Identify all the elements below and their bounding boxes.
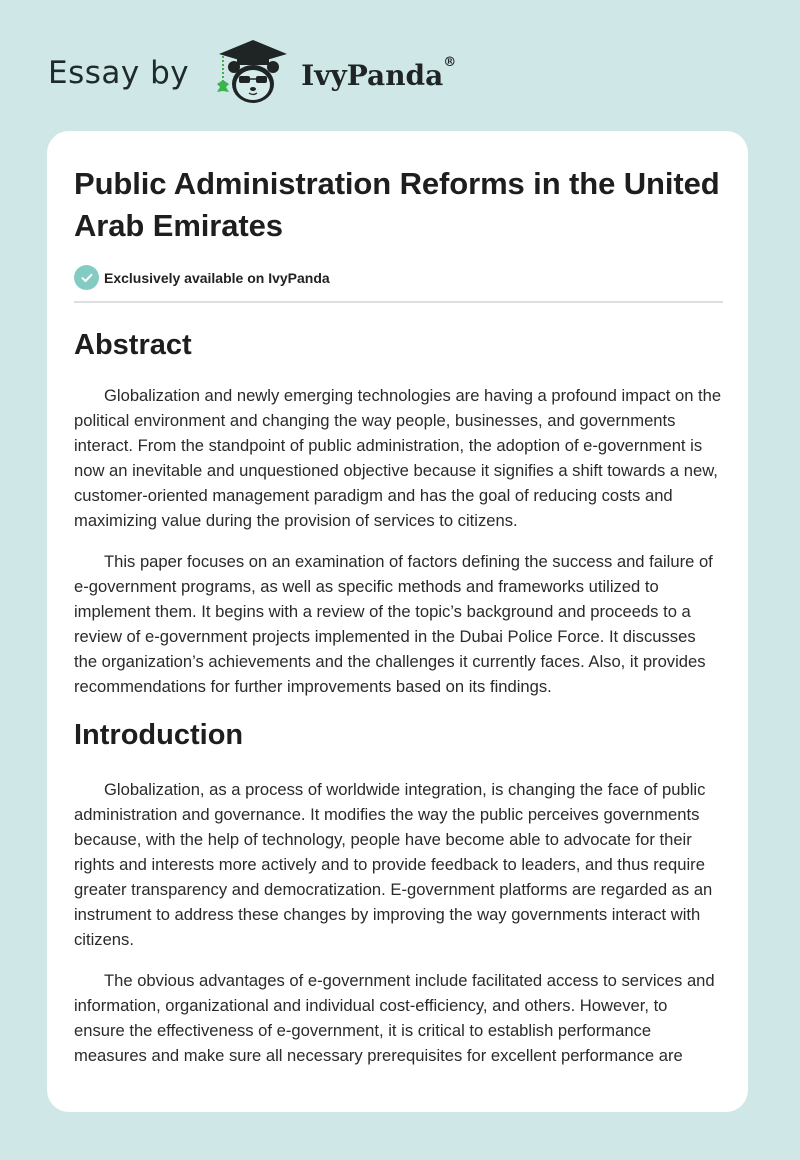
panda-graduate-logo-icon xyxy=(207,34,297,110)
exclusive-badge xyxy=(74,265,722,290)
brand-header[interactable] xyxy=(48,34,456,110)
paragraph: Globalization, as a process of worldwide integration, is changing the face of public administration and governance. It modifies the way the public perceives governments because, with the help of technology, people have become able to advocate for their rights and interests more actively and to provide feedback to leaders, and thus require greater transparency and democratization. E-government platforms are regarded as an instrument to address these changes by improving the way governments interact with citizens. xyxy=(74,780,713,949)
divider xyxy=(74,301,723,303)
essay-card xyxy=(47,131,748,1112)
section-heading: Introduction xyxy=(74,719,244,751)
section-introduction xyxy=(74,715,722,1068)
page-title: Public Administration Reforms in the United Arab Emirates xyxy=(74,166,720,243)
check-circle-icon xyxy=(74,265,99,290)
section-abstract xyxy=(74,325,722,699)
paragraph: This paper focuses on an examination of factors defining the success and failure of e-government programs, as well as specific methods and frameworks utilized to implement them. It begins with a review of the topic’s background and proceeds to a review of e-government projects implemented in the Dubai Police Force. It discusses the organization’s achievements and the challenges it currently faces. Also, it provides recommendations for further improvements based on its findings. xyxy=(74,552,713,696)
brand-name-text: IvyPanda xyxy=(301,58,444,92)
brand-name xyxy=(301,54,457,92)
brand-prefix: Essay by xyxy=(48,55,190,91)
paragraph: Globalization and newly emerging technologies are having a profound impact on the political environment and changing the way people, businesses, and governments interact. From the standpoint of public administration, the adoption of e-government is now an inevitable and unquestioned objective because it signifies a shift towards a new, customer-oriented management paradigm and has the goal of reducing costs and maximizing value during the provision of services to citizens. xyxy=(74,386,722,530)
registered-mark: ® xyxy=(443,54,457,70)
paragraph: The obvious advantages of e-government include facilitated access to services and information, organizational and individual cost-efficiency, and others. However, to ensure the effectiveness of e-government, it is critical to establish performance measures and make sure all necessary prerequisites for excellent performance are xyxy=(74,971,715,1065)
section-heading: Abstract xyxy=(74,329,192,361)
badge-text: Exclusively available on IvyPanda xyxy=(104,269,330,286)
